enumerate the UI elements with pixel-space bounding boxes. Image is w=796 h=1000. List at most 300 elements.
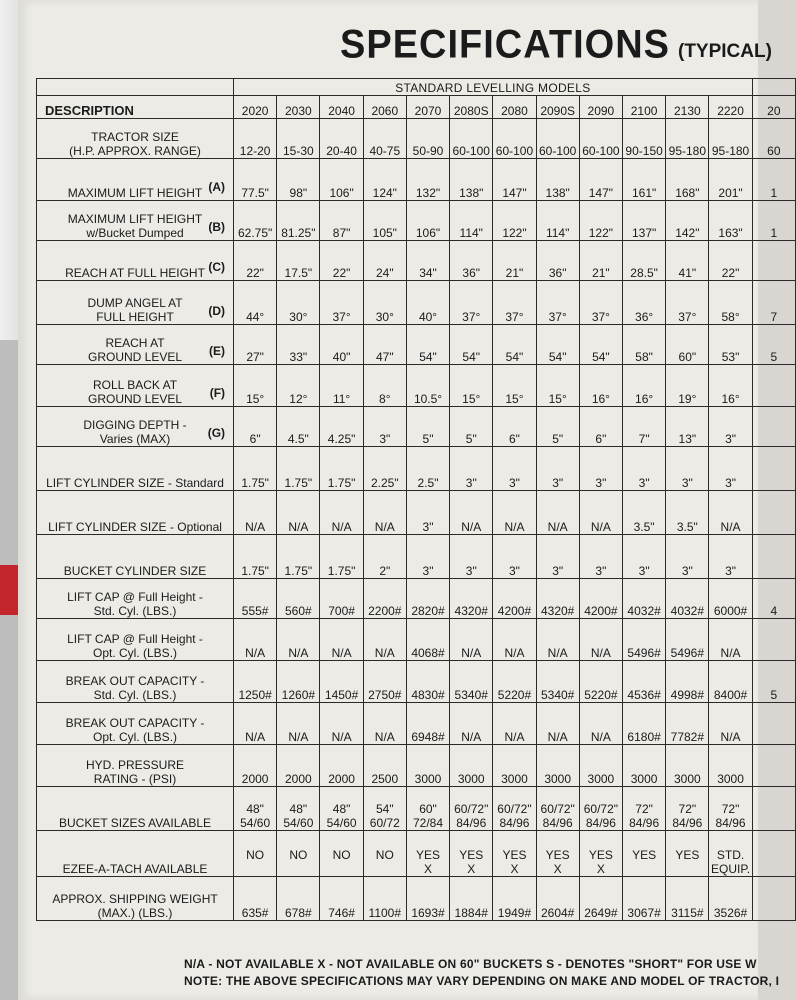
spec-value: 3": [406, 491, 449, 535]
spec-value: [277, 831, 320, 877]
spec-value: N/A: [234, 703, 277, 745]
spec-value: N/A: [277, 619, 320, 661]
spec-value: [752, 491, 795, 535]
spec-value-line: NO: [332, 848, 351, 862]
spec-value: 3000: [623, 745, 666, 787]
row-description: [37, 407, 234, 447]
spec-value: [623, 787, 666, 831]
spec-value: 3000: [666, 745, 709, 787]
row-description: [37, 579, 234, 619]
row-dimension-letter: (G): [207, 426, 226, 440]
spec-value: N/A: [579, 703, 622, 745]
spec-value: [579, 831, 622, 877]
spec-table-body: [37, 119, 796, 921]
model-header: 20: [752, 96, 795, 119]
spec-value: 132": [406, 159, 449, 201]
spec-value: 37°: [450, 281, 493, 325]
spec-value: 2000: [234, 745, 277, 787]
spec-row: [37, 661, 796, 703]
spec-value-line: YES: [502, 848, 527, 862]
spec-value-line: [364, 862, 406, 876]
model-header: 2070: [406, 96, 449, 119]
spec-row: [37, 119, 796, 159]
spec-value: 60: [752, 119, 795, 159]
spec-value: 2750#: [363, 661, 406, 703]
spec-value: [363, 787, 406, 831]
row-description: [37, 619, 234, 661]
spec-value: N/A: [320, 491, 363, 535]
spec-value-line: 60/72": [540, 802, 575, 816]
page-title: [340, 24, 772, 67]
row-label-line: Varies (MAX): [99, 432, 171, 446]
spec-value: [493, 787, 536, 831]
spec-value-line: X: [467, 862, 476, 876]
spec-row: [37, 877, 796, 921]
spec-value: 3000: [406, 745, 449, 787]
row-dimension-letter: (C): [208, 260, 226, 274]
spec-value: 1100#: [363, 877, 406, 921]
spec-value: 60-100: [493, 119, 536, 159]
spec-value: 6000#: [709, 579, 752, 619]
row-description: [37, 159, 234, 201]
spec-value: [752, 407, 795, 447]
spec-value: 6180#: [623, 703, 666, 745]
row-label-line: LIFT CYLINDER SIZE - Optional: [48, 520, 222, 534]
spec-value: 6": [493, 407, 536, 447]
row-label-line: DIGGING DEPTH -: [83, 418, 187, 432]
spec-row: [37, 831, 796, 877]
spec-value: 3.5": [666, 491, 709, 535]
row-label-line: Std. Cyl. (LBS.): [93, 688, 177, 702]
row-label-line: REACH AT: [105, 336, 165, 350]
spec-row: [37, 365, 796, 407]
model-header: 2080S: [450, 96, 493, 119]
spec-value: 1250#: [234, 661, 277, 703]
model-header: 2090S: [536, 96, 579, 119]
spec-value-line: 48": [332, 802, 351, 816]
spec-value: 11°: [320, 365, 363, 407]
row-label-line: MAXIMUM LIFT HEIGHT: [67, 186, 203, 200]
spec-value: [320, 787, 363, 831]
spec-value: 1.75": [320, 447, 363, 491]
spec-value: 147": [579, 159, 622, 201]
spec-value: 4320#: [450, 579, 493, 619]
spec-value: 21": [579, 241, 622, 281]
spec-value: 37°: [493, 281, 536, 325]
spec-value: N/A: [536, 619, 579, 661]
spec-value: [406, 787, 449, 831]
spec-value-line: [277, 862, 319, 876]
spec-value-line: X: [510, 862, 519, 876]
row-description: [37, 241, 234, 281]
spec-value: N/A: [493, 491, 536, 535]
spec-value: 27": [234, 325, 277, 365]
spec-value: 2": [363, 535, 406, 579]
spec-value: 4536#: [623, 661, 666, 703]
spec-value: [450, 787, 493, 831]
spec-value-line: X: [424, 862, 433, 876]
spec-value: 3.5": [623, 491, 666, 535]
spec-value: 560#: [277, 579, 320, 619]
spec-value: 15°: [493, 365, 536, 407]
spec-value: 3": [709, 407, 752, 447]
row-description: [37, 831, 234, 877]
spec-table-wrap: [36, 78, 781, 948]
spec-value: N/A: [277, 491, 320, 535]
spec-value: 4200#: [493, 579, 536, 619]
spec-row: [37, 535, 796, 579]
row-description: [37, 661, 234, 703]
spec-value: N/A: [234, 619, 277, 661]
group-header: STANDARD LEVELLING MODELS: [234, 79, 753, 96]
spec-value: 37°: [536, 281, 579, 325]
spec-value: 1.75": [320, 535, 363, 579]
row-label-line: DUMP ANGEL AT: [87, 296, 183, 310]
model-header: 2030: [277, 96, 320, 119]
spec-value: 138": [450, 159, 493, 201]
spec-value: 3": [536, 535, 579, 579]
spec-value: 22": [709, 241, 752, 281]
spec-value: 1450#: [320, 661, 363, 703]
row-description: [37, 745, 234, 787]
row-label-line: w/Bucket Dumped: [86, 226, 184, 240]
spec-value: 1.75": [277, 535, 320, 579]
spec-value: 28.5": [623, 241, 666, 281]
spec-value: 6948#: [406, 703, 449, 745]
left-page-edge: [0, 0, 18, 1000]
spec-value: 142": [666, 201, 709, 241]
spec-value: 678#: [277, 877, 320, 921]
spec-row: [37, 281, 796, 325]
spec-value: [752, 241, 795, 281]
spec-value: 30°: [363, 281, 406, 325]
spec-value: N/A: [536, 703, 579, 745]
spec-value: 19°: [666, 365, 709, 407]
spec-value: 54": [536, 325, 579, 365]
spec-value: 147": [493, 159, 536, 201]
spec-value: 5": [406, 407, 449, 447]
spec-value-line: X: [553, 862, 562, 876]
spec-value: N/A: [234, 491, 277, 535]
spec-value: 2000: [320, 745, 363, 787]
spec-value: 60-100: [536, 119, 579, 159]
row-label-line: Opt. Cyl. (LBS.): [93, 646, 178, 660]
spec-value: [536, 787, 579, 831]
row-description: [37, 877, 234, 921]
spec-value-line: X: [596, 862, 605, 876]
spec-value: 5496#: [666, 619, 709, 661]
spec-value: 36°: [623, 281, 666, 325]
spec-value: [752, 365, 795, 407]
spec-value: 1.75": [234, 447, 277, 491]
group-header-blank: [37, 79, 234, 96]
row-label-line: FULL HEIGHT: [96, 310, 174, 324]
spec-value-line: YES: [675, 848, 700, 862]
spec-value: [277, 787, 320, 831]
spec-value: N/A: [277, 703, 320, 745]
spec-value: 6": [579, 407, 622, 447]
spec-value: 8400#: [709, 661, 752, 703]
spec-value: 8°: [363, 365, 406, 407]
spec-value: 15°: [536, 365, 579, 407]
spec-value: 124": [363, 159, 406, 201]
spec-value: 138": [536, 159, 579, 201]
spec-value: 122": [493, 201, 536, 241]
spec-value: 10.5°: [406, 365, 449, 407]
spec-value: 77.5": [234, 159, 277, 201]
spec-value: 2.25": [363, 447, 406, 491]
spec-value-line: 54/60: [326, 816, 357, 830]
spec-value: [752, 831, 795, 877]
spec-value: 20-40: [320, 119, 363, 159]
row-label-line: BUCKET CYLINDER SIZE: [63, 564, 207, 578]
spec-value: 41": [666, 241, 709, 281]
spec-value: [579, 787, 622, 831]
spec-value-line: EQUIP.: [710, 862, 751, 876]
spec-value: 60-100: [579, 119, 622, 159]
spec-value-line: [320, 862, 362, 876]
left-page-red-band: [0, 565, 18, 615]
spec-value: 6": [234, 407, 277, 447]
spec-value: 4320#: [536, 579, 579, 619]
spec-value-line: 84/96: [585, 816, 616, 830]
spec-value: 3000: [536, 745, 579, 787]
spec-value: 36": [450, 241, 493, 281]
spec-value: 12°: [277, 365, 320, 407]
model-header: 2020: [234, 96, 277, 119]
model-header: 2220: [709, 96, 752, 119]
spec-value: [493, 831, 536, 877]
spec-value: [752, 787, 795, 831]
spec-value-line: YES: [545, 848, 570, 862]
spec-value: 2820#: [406, 579, 449, 619]
spec-value: N/A: [493, 703, 536, 745]
spec-value: [709, 787, 752, 831]
row-label-line: HYD. PRESSURE: [86, 758, 185, 772]
row-label-line: ROLL BACK AT: [93, 378, 178, 392]
spec-value: N/A: [450, 703, 493, 745]
spec-value-line: 60": [419, 802, 437, 816]
spec-value: [752, 877, 795, 921]
spec-value: 34": [406, 241, 449, 281]
row-label-line: BREAK OUT CAPACITY -: [65, 674, 205, 688]
spec-value: [406, 831, 449, 877]
spec-value-line: YES: [416, 848, 441, 862]
spec-value: 4: [752, 579, 795, 619]
spec-value: 168": [666, 159, 709, 201]
spec-value: 1693#: [406, 877, 449, 921]
row-label-line: RATING - (PSI): [93, 772, 177, 786]
row-label-line: EZEE-A-TACH AVAILABLE: [62, 862, 208, 876]
spec-value-line: 84/96: [456, 816, 487, 830]
spec-value: N/A: [579, 619, 622, 661]
spec-value: N/A: [709, 491, 752, 535]
spec-value: 22": [234, 241, 277, 281]
row-label-line: BUCKET SIZES AVAILABLE: [58, 816, 212, 830]
spec-value-line: NO: [289, 848, 308, 862]
spec-value: 54": [450, 325, 493, 365]
spec-value-line: 72": [678, 802, 697, 816]
spec-value: 746#: [320, 877, 363, 921]
spec-value: N/A: [493, 619, 536, 661]
spec-value-line: 48": [246, 802, 264, 816]
spec-row: [37, 241, 796, 281]
spec-row: [37, 407, 796, 447]
spec-page: [18, 0, 781, 1000]
model-header-row: [37, 96, 796, 119]
spec-row: [37, 579, 796, 619]
spec-value: 30°: [277, 281, 320, 325]
spec-value: 98": [277, 159, 320, 201]
spec-value: 7: [752, 281, 795, 325]
row-label-line: GROUND LEVEL: [88, 392, 183, 406]
spec-value: [623, 831, 666, 877]
row-description: [37, 119, 234, 159]
spec-value: 22": [320, 241, 363, 281]
spec-value: 62.75": [234, 201, 277, 241]
spec-value: 122": [579, 201, 622, 241]
spec-value: N/A: [450, 619, 493, 661]
spec-value: 201": [709, 159, 752, 201]
spec-value: 163": [709, 201, 752, 241]
spec-row: [37, 447, 796, 491]
spec-value: 44°: [234, 281, 277, 325]
spec-value: [752, 619, 795, 661]
spec-value-line: NO: [375, 848, 394, 862]
spec-value: N/A: [709, 703, 752, 745]
row-label-line: (H.P. APPROX. RANGE): [69, 144, 201, 158]
group-header-blank: [752, 79, 795, 96]
spec-value-line: 60/72": [497, 802, 532, 816]
description-header: DESCRIPTION: [37, 96, 234, 119]
spec-value: 90-150: [623, 119, 666, 159]
spec-value: 40": [320, 325, 363, 365]
spec-value: 3": [536, 447, 579, 491]
row-label-line: REACH AT FULL HEIGHT: [65, 266, 205, 280]
row-dimension-letter: (F): [209, 386, 226, 400]
spec-value: 3526#: [709, 877, 752, 921]
spec-value: 15°: [234, 365, 277, 407]
spec-value: 16°: [579, 365, 622, 407]
spec-value: 3000: [493, 745, 536, 787]
spec-value: [450, 831, 493, 877]
spec-value: 5: [752, 325, 795, 365]
spec-value: 5: [752, 661, 795, 703]
spec-value: 16°: [709, 365, 752, 407]
spec-value: 3": [623, 447, 666, 491]
spec-value-line: 60/72": [454, 802, 489, 816]
spec-value: 5": [536, 407, 579, 447]
spec-value: 3": [579, 447, 622, 491]
spec-value: 4998#: [666, 661, 709, 703]
row-description: [37, 787, 234, 831]
spec-value: 114": [450, 201, 493, 241]
spec-value: 5340#: [450, 661, 493, 703]
spec-value: N/A: [320, 703, 363, 745]
spec-value: 54": [579, 325, 622, 365]
spec-row: [37, 491, 796, 535]
spec-value: 3": [450, 447, 493, 491]
row-label-line: Std. Cyl. (LBS.): [93, 604, 177, 618]
spec-value: 5496#: [623, 619, 666, 661]
spec-value: 1949#: [493, 877, 536, 921]
spec-value: [234, 787, 277, 831]
spec-value: 54": [406, 325, 449, 365]
row-description: [37, 325, 234, 365]
spec-value: N/A: [536, 491, 579, 535]
left-page-gray-band: [0, 340, 18, 1000]
row-dimension-letter: (A): [208, 180, 226, 194]
spec-row: [37, 159, 796, 201]
spec-value-line: 84/96: [499, 816, 530, 830]
spec-value: 1: [752, 159, 795, 201]
spec-value: 106": [320, 159, 363, 201]
spec-value-line: [623, 862, 665, 876]
spec-value: 3000: [579, 745, 622, 787]
spec-value: 3": [666, 535, 709, 579]
spec-value: N/A: [320, 619, 363, 661]
spec-value: 4032#: [666, 579, 709, 619]
spec-value: 2000: [277, 745, 320, 787]
spec-value: 2.5": [406, 447, 449, 491]
spec-value-line: YES: [588, 848, 613, 862]
spec-value: 3": [363, 407, 406, 447]
spec-value-line: 84/96: [542, 816, 573, 830]
spec-value: 3": [493, 535, 536, 579]
row-label-line: BREAK OUT CAPACITY -: [65, 716, 205, 730]
spec-value-line: [666, 862, 708, 876]
spec-value: 3": [493, 447, 536, 491]
spec-value: 635#: [234, 877, 277, 921]
spec-value: 4.5": [277, 407, 320, 447]
spec-value: N/A: [363, 619, 406, 661]
spec-value: [363, 831, 406, 877]
row-description: [37, 703, 234, 745]
spec-value: 13": [666, 407, 709, 447]
spec-value: 21": [493, 241, 536, 281]
spec-value: 53": [709, 325, 752, 365]
spec-value: 60": [666, 325, 709, 365]
spec-value: [752, 535, 795, 579]
spec-value-line: 84/96: [715, 816, 746, 830]
spec-value: N/A: [709, 619, 752, 661]
spec-value-line: 54": [375, 802, 394, 816]
footnotes: [184, 956, 779, 990]
row-description: [37, 365, 234, 407]
spec-value: 60-100: [450, 119, 493, 159]
spec-value: 2500: [363, 745, 406, 787]
spec-value: 24": [363, 241, 406, 281]
spec-value: 37°: [666, 281, 709, 325]
spec-value: 16°: [623, 365, 666, 407]
spec-value: 1.75": [234, 535, 277, 579]
spec-value: 40°: [406, 281, 449, 325]
spec-value: N/A: [450, 491, 493, 535]
spec-value: 2649#: [579, 877, 622, 921]
row-dimension-letter: (D): [208, 304, 226, 318]
spec-value: 3": [709, 447, 752, 491]
spec-value: 81.25": [277, 201, 320, 241]
spec-value: 3": [623, 535, 666, 579]
spec-value: 3000: [709, 745, 752, 787]
footnote-note: NOTE: THE ABOVE SPECIFICATIONS MAY VARY DEPENDING ON MAKE AND MODEL OF TRACTOR, I: [184, 974, 780, 988]
spec-value: [752, 745, 795, 787]
spec-row: [37, 325, 796, 365]
title-main: SPECIFICATIONS: [340, 22, 670, 68]
spec-row: [37, 787, 796, 831]
model-header: 2130: [666, 96, 709, 119]
spec-value: 4200#: [579, 579, 622, 619]
